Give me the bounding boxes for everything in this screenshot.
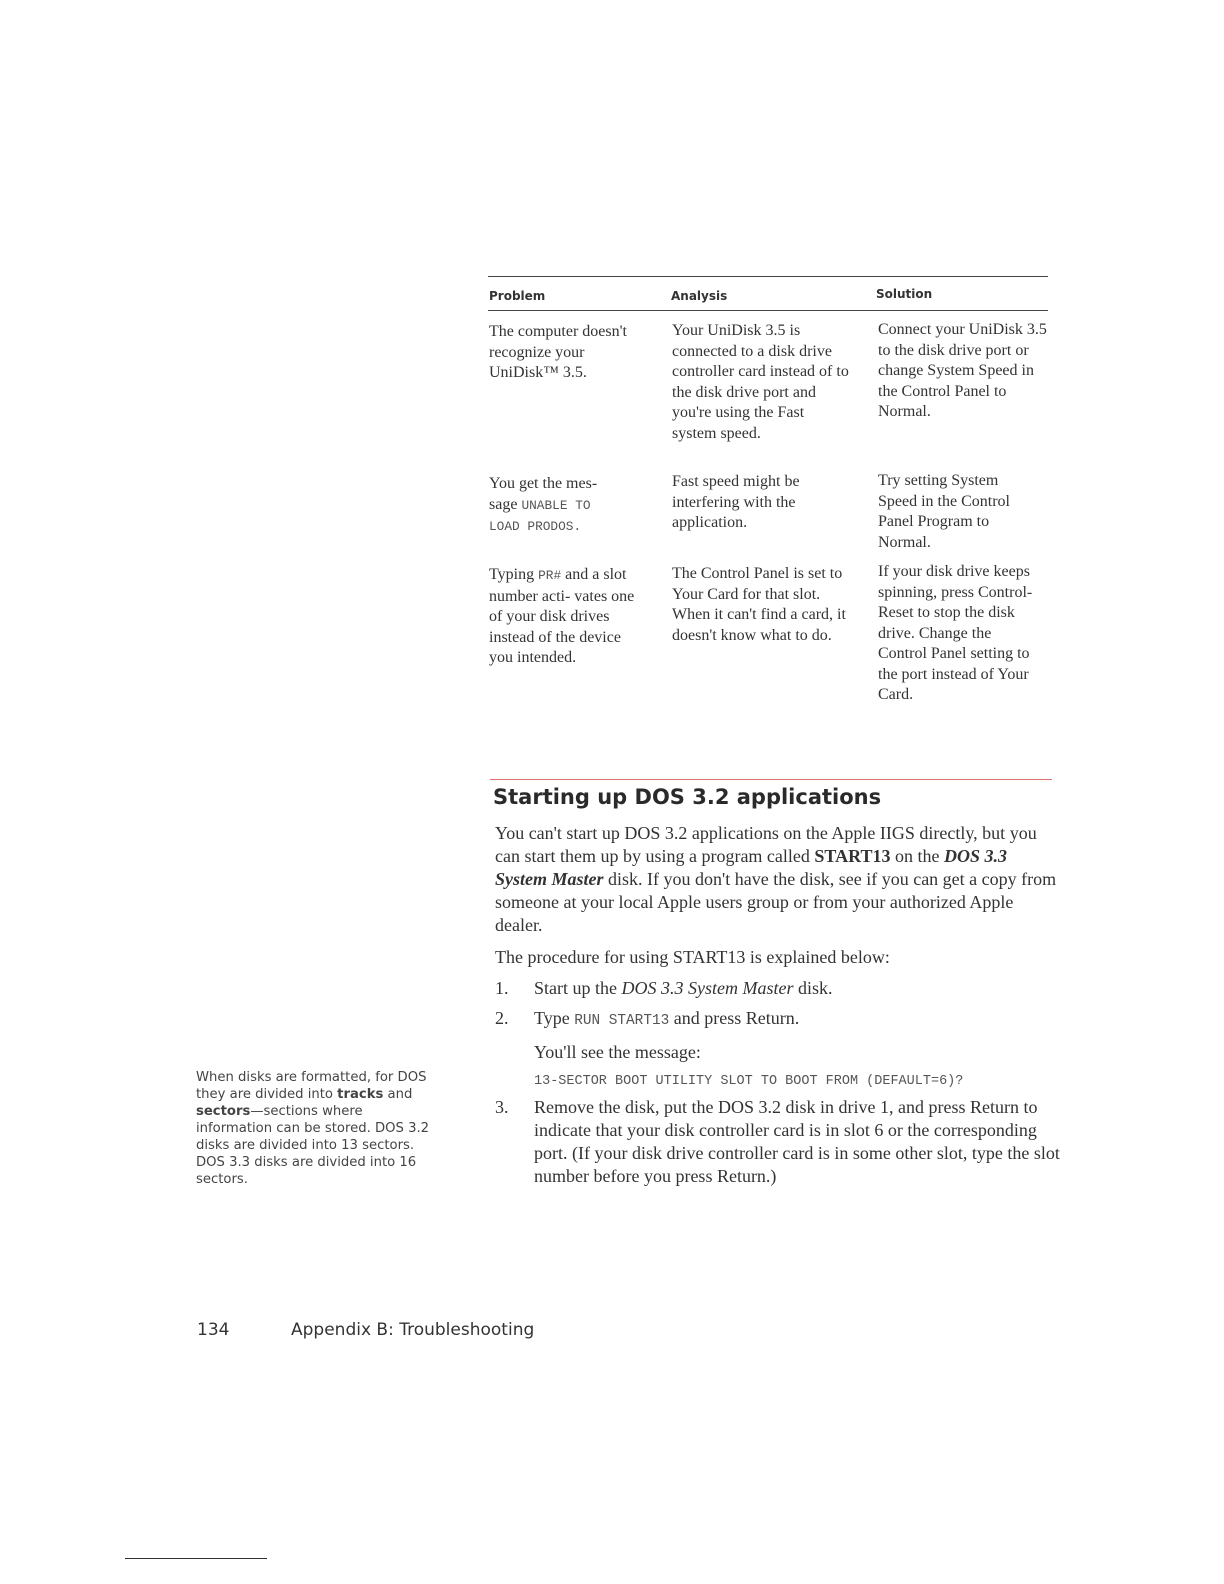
step-text-2: and press Return. <box>669 1008 800 1028</box>
intro-text: You can't start up DOS 3.2 applications on the Apple IIGS directly, but you can start them up by using a program called <box>495 823 1037 866</box>
row3-problem-code: PR# <box>538 568 562 583</box>
margin-note <box>196 1069 436 1188</box>
step-1 <box>495 977 1065 1000</box>
note-text-2: and <box>383 1087 413 1102</box>
row2-solution: Try setting System Speed in the Control Panel Program to Normal. <box>878 472 1010 551</box>
step-3 <box>495 1096 1065 1188</box>
row1-problem: The computer doesn't recognize your UniDisk™ 3.5. <box>489 323 627 381</box>
bottom-rule <box>125 1558 267 1559</box>
step-text: Remove the disk, put the DOS 3.2 disk in drive 1, and press Return to indicate that your disk controller card is in slot 6 or the corresponding port. (If your disk drive controller card is in some other slot, type the slot number before you press Return.) <box>534 1097 1060 1186</box>
header-solution: Solution <box>876 287 933 301</box>
section-red-rule <box>490 779 1052 780</box>
row3-problem <box>489 565 639 669</box>
step-2 <box>495 1007 1065 1093</box>
row3-problem-text: Typing <box>489 566 539 583</box>
row2-problem-code: UNABLE TO LOAD PRODOS. <box>489 497 591 534</box>
row3-problem-text-2: and a slot number acti- vates one of your disk drives instead of the device you intended. <box>489 566 635 666</box>
term-sectors: sectors <box>196 1104 251 1119</box>
step-number: 3. <box>495 1097 509 1117</box>
step-number: 2. <box>495 1008 509 1028</box>
step-note: You'll see the message: <box>534 1042 701 1062</box>
start13-bold: START13 <box>814 846 891 866</box>
page-number: 134 <box>197 1320 230 1340</box>
row2-problem-text: You get the mes- sage <box>489 475 598 513</box>
screen-message: 13-SECTOR BOOT UTILITY SLOT TO BOOT FROM (DEFAULT=6)? <box>534 1074 964 1089</box>
step-code: RUN START13 <box>574 1013 670 1029</box>
note-text: When disks are formatted, for DOS they are divided into <box>196 1070 427 1102</box>
term-tracks: tracks <box>337 1087 384 1102</box>
row2-analysis: Fast speed might be interfering with the application. <box>672 473 800 531</box>
row3-solution: If your disk drive keeps spinning, press Control-Reset to stop the disk drive. Change the Control Panel setting to the port instead of Your Card. <box>878 563 1033 703</box>
row1-solution: Connect your UniDisk 3.5 to the disk drive port or change System Speed in the Control Panel to Normal. <box>878 321 1047 420</box>
system-master-title: DOS 3.3 System Master <box>495 846 1007 889</box>
intro-text-2: on the <box>890 846 944 866</box>
footer-title: Appendix B: Troubleshooting <box>291 1320 535 1340</box>
table-top-rule <box>488 276 1048 277</box>
header-analysis: Analysis <box>671 289 728 303</box>
header-problem: Problem <box>489 289 546 303</box>
intro-text-3: disk. If you don't have the disk, see if you can get a copy from someone at your local Apple users group or from your authorized Apple dealer. <box>495 869 1057 935</box>
step-number: 1. <box>495 978 509 998</box>
note-text-3: —sections where information can be stored. DOS 3.2 disks are divided into 13 sectors. DOS 3.3 disks are divided into 16 sectors. <box>196 1104 430 1187</box>
row1-analysis: Your UniDisk 3.5 is connected to a disk drive controller card instead of to the disk drive port and you're using the Fast system speed. <box>672 322 849 442</box>
section-heading: Starting up DOS 3.2 applications <box>493 785 882 809</box>
step-text: Type <box>534 1008 575 1028</box>
procedure-paragraph: The procedure for using START13 is explained below: <box>495 947 890 967</box>
step-text-2: disk. <box>793 978 833 998</box>
step-text: Start up the <box>534 978 622 998</box>
intro-paragraph <box>495 822 1060 937</box>
row3-analysis: The Control Panel is set to Your Card for that slot. When it can't find a card, it doesn't know what to do. <box>672 565 846 644</box>
row2-problem <box>489 474 624 538</box>
table-header-rule <box>488 310 1048 311</box>
step-title: DOS 3.3 System Master <box>621 978 794 998</box>
